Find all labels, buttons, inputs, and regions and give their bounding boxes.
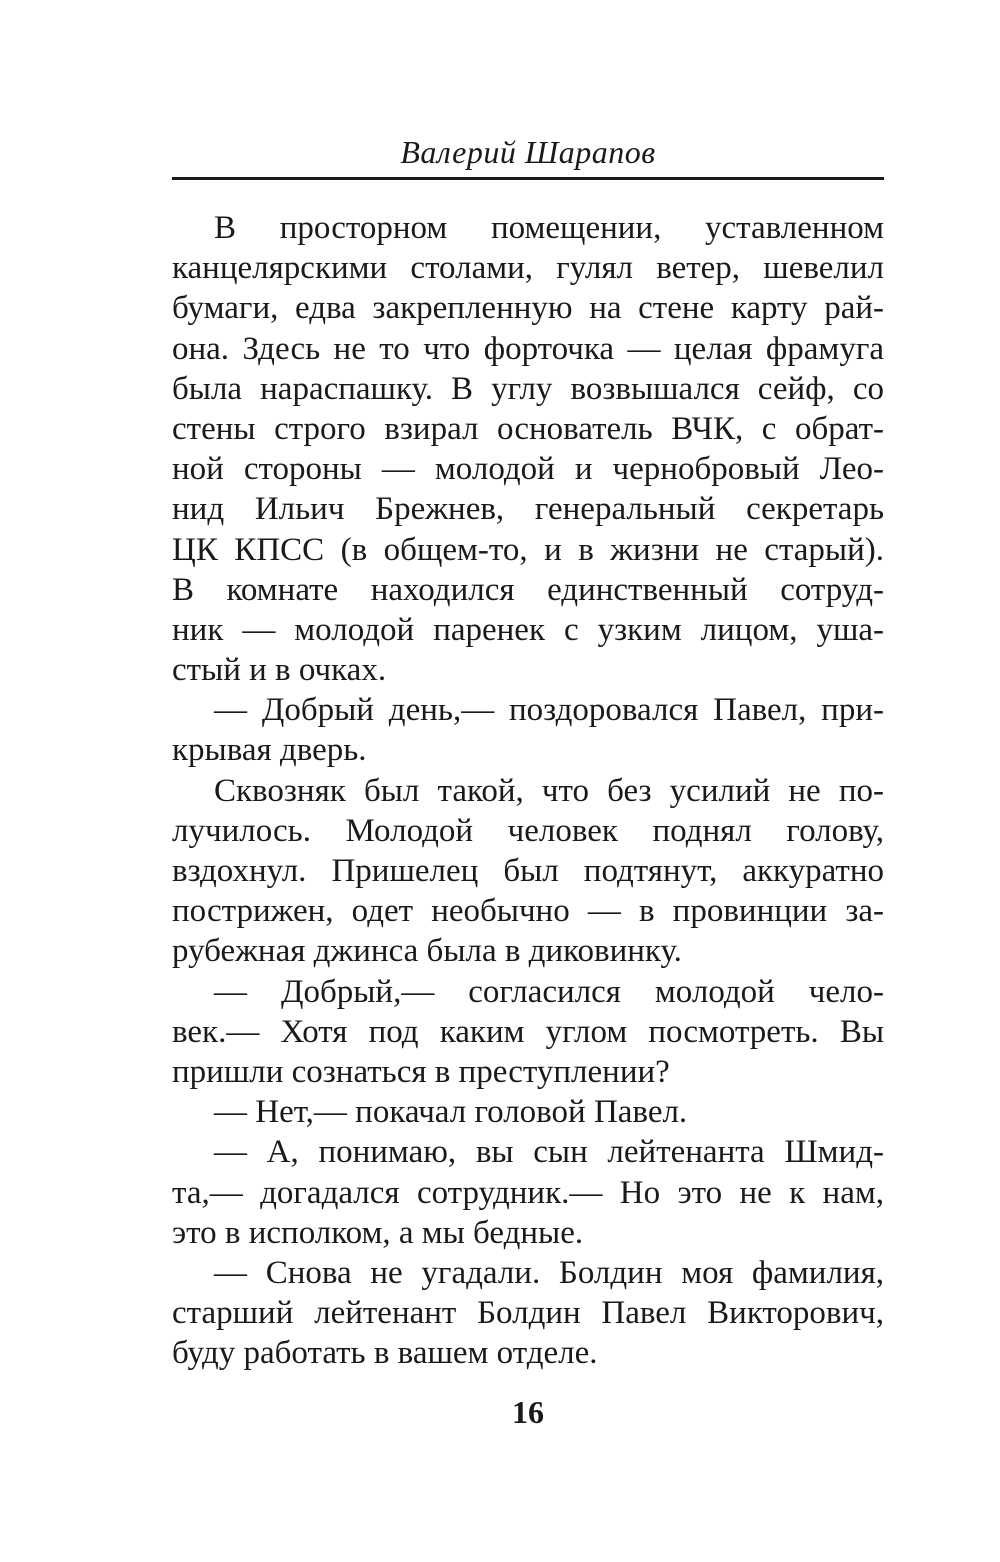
text-line: стый и в очках. bbox=[172, 652, 387, 689]
page-number: 16 bbox=[512, 1394, 544, 1430]
text-line: — Добрый,— согласился молодой чело- bbox=[214, 973, 884, 1010]
text-line: лучилось. Молодой человек поднял голову, bbox=[172, 812, 884, 849]
text-line: пришли сознаться в преступлении? bbox=[172, 1053, 670, 1090]
running-head-author: Валерий Шарапов bbox=[400, 134, 656, 170]
text-line: это в исполком, а мы бедные. bbox=[172, 1214, 584, 1251]
text-line: стены строго взирал основатель ВЧК, с обрат- bbox=[172, 410, 884, 447]
text-line: ной стороны — молодой и чернобровый Лео- bbox=[172, 451, 884, 488]
text-line: — А, понимаю, вы сын лейтенанта Шмид- bbox=[214, 1134, 884, 1171]
text-line: Сквозняк был такой, что без усилий не по- bbox=[214, 772, 884, 809]
text-line: канцелярскими столами, гулял ветер, шевелил bbox=[172, 250, 884, 287]
body-text bbox=[172, 208, 884, 1373]
text-line: крывая дверь. bbox=[172, 732, 367, 769]
text-line: ЦК КПСС (в общем-то, и в жизни не старый). bbox=[172, 531, 884, 568]
text-line: — Снова не угадали. Болдин моя фамилия, bbox=[214, 1254, 884, 1291]
text-line: нид Ильич Брежнев, генеральный секретарь bbox=[172, 491, 884, 528]
text-line: ник — молодой паренек с узким лицом, уша- bbox=[172, 611, 884, 648]
text-line: вздохнул. Пришелец был подтянут, аккуратно bbox=[172, 853, 884, 889]
text-line: век.— Хотя под каким углом посмотреть. Вы bbox=[172, 1013, 884, 1050]
text-line: В просторном помещении, уставленном bbox=[214, 210, 884, 246]
text-line: та,— догадался сотрудник.— Но это не к нам, bbox=[172, 1174, 884, 1211]
header-rule bbox=[172, 177, 884, 180]
text-line: — Нет,— покачал головой Павел. bbox=[214, 1094, 688, 1131]
text-line: пострижен, одет необычно — в провинции за- bbox=[172, 893, 884, 930]
text-line: рубежная джинса была в диковинку. bbox=[172, 933, 682, 970]
text-line: буду работать в вашем отделе. bbox=[172, 1335, 598, 1372]
text-line: В комнате находился единственный сотруд- bbox=[172, 571, 884, 608]
text-line: старший лейтенант Болдин Павел Викторович, bbox=[172, 1295, 884, 1332]
text-line: бумаги, едва закрепленную на стене карту рай- bbox=[172, 290, 884, 327]
text-line: была нараспашку. В углу возвышался сейф, со bbox=[172, 370, 884, 407]
text-line: она. Здесь не то что форточка — целая фрамуга bbox=[172, 330, 884, 367]
text-line: — Добрый день,— поздоровался Павел, при- bbox=[214, 692, 884, 729]
